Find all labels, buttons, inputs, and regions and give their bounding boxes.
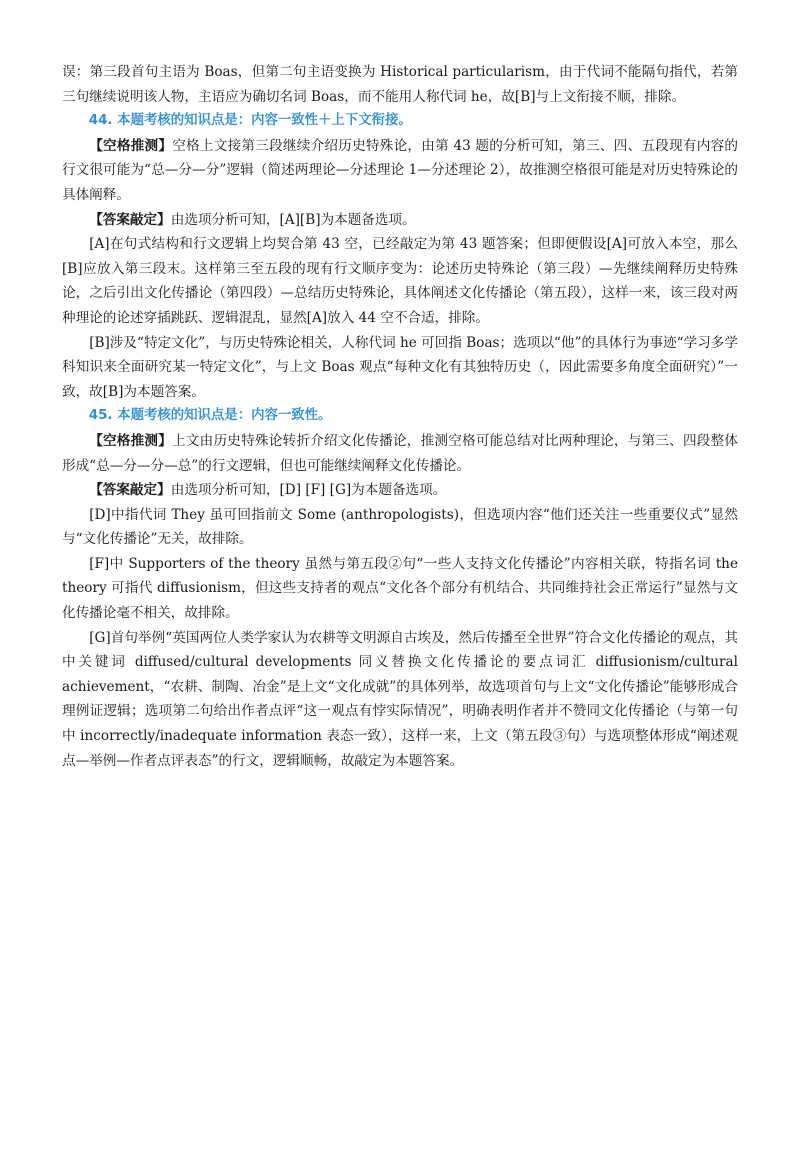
q45-blank-inference: 【空格推测】上文由历史特殊论转折介绍文化传播论，推测空格可能总结对比两种理论，与第三、四段整体形成“总—分—分—总”的行文逻辑，但也可能继续阐释文化传播论。	[62, 432, 739, 474]
q45-option-g-analysis: [G]首句举例“英国两位人类学家认为农耕等文明源自古埃及，然后传播至全世界”符合文化传播论的观点，其中关键词 diffused/cultural developments 同义替换文化传播论的要点词汇 diffusionism/cultural achievement，“农耕、制陶、冶金”是上文“文化成就”的具体列举，故选项首句与上文“文化传播论”能够形成合理例证逻辑；选项第二句给出作者点评“这一观点有悖实际情况”，明确表明作者并不赞同文化传播论（与第一句中 incorrectly/inadequate information 表态一致），这样一来，上文（第五段③句）与选项整体形成“阐述观点—举例—作者点评表态”的行文，逻辑顺畅，故敲定为本题答案。	[62, 629, 738, 769]
q45-option-f-analysis: [F]中 Supporters of the theory 虽然与第五段②句“一些人支持文化传播论”内容相关联，特指名词 the theory 可指代 diffusionism，但这些支持者的观点“文化各个部分有机结合、共同维持社会正常运行”显然与文化传播论毫不相关，故排除。	[62, 555, 738, 622]
q44-option-a-analysis: [A]在句式结构和行文逻辑上均契合第 43 空，已经敲定为第 43 题答案；但即便假设[A]可放入本空，那么[B]应放入第三段末。这样第三至五段的现有行文顺序变为：论述历史特殊论（第三段）—先继续阐释历史特殊论，之后引出文化传播论（第四段）—总结历史特殊论，具体阐述文化传播论（第五段），这样一来，该三段对两种理论的论述穿插跳跃、逻辑混乱，显然[A]放入 44 空不合适，排除。	[62, 236, 738, 326]
blank-inference-tag: 【空格推测】	[89, 432, 173, 449]
blank-inference-tag: 【空格推测】	[89, 137, 173, 154]
answer-explanation-page	[62, 60, 738, 773]
q44-answer-confirm: 【答案敲定】由选项分析可知，[A][B]为本题备选项。	[89, 211, 416, 228]
q45-answer-confirm: 【答案敲定】由选项分析可知，[D] [F] [G]为本题备选项。	[89, 482, 447, 499]
question-45-heading: 45. 本题考核的知识点是：内容一致性。	[88, 408, 332, 424]
answer-confirm-tag: 【答案敲定】	[89, 211, 171, 228]
q44-option-b-analysis: [B]涉及“特定文化”，与历史特殊论相关，人称代词 he 可回指 Boas；选项以“他”的具体行为事迹“学习多学科知识来全面研究某一特定文化”，与上文 Boas 观点“每种文化有其独特历史（，因此需要多角度全面研究）”一致，故[B]为本题答案。	[62, 334, 738, 400]
q44-blank-inference: 【空格推测】空格上文接第三段继续介绍历史特殊论，由第 43 题的分析可知，第三、四、五段现有内容的行文很可能为“总—分—分”逻辑（简述两理论—分述理论 1—分述理论 2），故推测空格很可能是对历史特殊论的具体阐释。	[62, 137, 739, 203]
paragraph-43-tail: 误：第三段首句主语为 Boas，但第二句主语变换为 Historical particularism，由于代词不能隔句指代，若第三句继续说明该人物，主语应为确切名词 Boas，而不能用人称代词 he，故[B]与上文衔接不顺，排除。	[62, 64, 738, 105]
question-44-heading: 44. 本题考核的知识点是：内容一致性＋上下文衔接。	[88, 113, 412, 129]
q45-option-d-analysis: [D]中指代词 They 虽可回指前文 Some (anthropologists)，但选项内容“他们还关注一些重要仪式”显然与“文化传播论”无关，故排除。	[62, 506, 738, 548]
answer-confirm-tag: 【答案敲定】	[89, 482, 171, 499]
